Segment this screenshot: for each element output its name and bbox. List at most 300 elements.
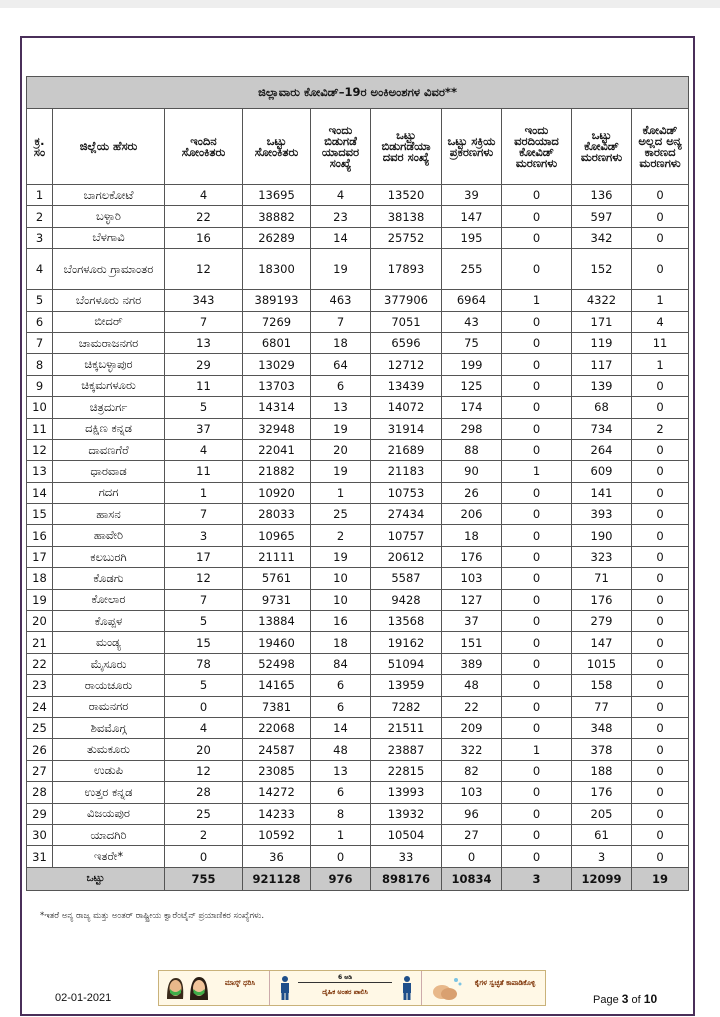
safety-banner bbox=[158, 970, 546, 1006]
cell-today-discharged: 6 bbox=[311, 782, 371, 803]
cell-today-infected: 16 bbox=[165, 227, 243, 248]
cell-today-deaths: 1 bbox=[502, 290, 572, 311]
cell-today-discharged: 10 bbox=[311, 589, 371, 610]
cell-total-discharged: 7282 bbox=[371, 696, 442, 717]
cell-total-discharged: 12712 bbox=[371, 354, 442, 375]
cell-total-deaths: 348 bbox=[572, 717, 632, 738]
table-row bbox=[27, 206, 689, 227]
cell-today-deaths: 0 bbox=[502, 418, 572, 439]
cell-total-discharged: 23887 bbox=[371, 739, 442, 760]
cell-today-deaths: 0 bbox=[502, 717, 572, 738]
cell-total-infected: 21111 bbox=[243, 546, 311, 567]
cell-total-discharged: 10753 bbox=[371, 482, 442, 503]
cell-total-deaths: 323 bbox=[572, 546, 632, 567]
cell-non-covid-deaths: 0 bbox=[632, 185, 689, 206]
cell-today-deaths: 0 bbox=[502, 249, 572, 290]
cell-today-infected: 1 bbox=[165, 482, 243, 503]
cell-serial: 9 bbox=[27, 375, 53, 396]
cell-total-discharged: 10757 bbox=[371, 525, 442, 546]
cell-active-cases: 82 bbox=[442, 760, 502, 781]
cell-today-infected: 2 bbox=[165, 824, 243, 845]
cell-serial: 4 bbox=[27, 249, 53, 290]
table-row bbox=[27, 185, 689, 206]
cell-non-covid-deaths: 0 bbox=[632, 439, 689, 460]
cell-total-infected: 9731 bbox=[243, 589, 311, 610]
cell-active-cases: 127 bbox=[442, 589, 502, 610]
cell-today-infected: 29 bbox=[165, 354, 243, 375]
cell-today-infected: 4 bbox=[165, 717, 243, 738]
handwash-text: ಕೈಗಳ ಸ್ವಚ್ಛತೆ ಕಾಪಾಡಿಕೊಳ್ಳಿ bbox=[474, 979, 536, 987]
cell-today-deaths: 0 bbox=[502, 653, 572, 674]
cell-serial: 25 bbox=[27, 717, 53, 738]
cell-total-discharged: 5587 bbox=[371, 568, 442, 589]
col-header-total-deaths: ಒಟ್ಟು ಕೋವಿಡ್ ಮರಣಗಳು bbox=[572, 109, 632, 185]
cell-total-infected: 26289 bbox=[243, 227, 311, 248]
cell-total-discharged: 21689 bbox=[371, 439, 442, 460]
cell-non-covid-deaths: 0 bbox=[632, 632, 689, 653]
cell-total-discharged: 51094 bbox=[371, 653, 442, 674]
cell-total-infected: 24587 bbox=[243, 739, 311, 760]
cell-today-discharged: 6 bbox=[311, 696, 371, 717]
table-row bbox=[27, 249, 689, 290]
cell-total-infected: 10920 bbox=[243, 482, 311, 503]
cell-total-infected: 10592 bbox=[243, 824, 311, 845]
cell-today-deaths: 0 bbox=[502, 206, 572, 227]
cell-total-deaths: 117 bbox=[572, 354, 632, 375]
total-deaths: 12099 bbox=[572, 867, 632, 890]
cell-district: ಬಳ್ಳಾರಿ bbox=[53, 206, 165, 227]
distance-arrow bbox=[298, 982, 392, 983]
cell-total-infected: 32948 bbox=[243, 418, 311, 439]
cell-today-discharged: 20 bbox=[311, 439, 371, 460]
cell-total-deaths: 152 bbox=[572, 249, 632, 290]
cell-today-discharged: 1 bbox=[311, 824, 371, 845]
table-row bbox=[27, 653, 689, 674]
cell-today-discharged: 13 bbox=[311, 397, 371, 418]
cell-active-cases: 209 bbox=[442, 717, 502, 738]
cell-total-infected: 28033 bbox=[243, 504, 311, 525]
cell-non-covid-deaths: 0 bbox=[632, 589, 689, 610]
cell-non-covid-deaths: 0 bbox=[632, 482, 689, 503]
cell-today-deaths: 1 bbox=[502, 461, 572, 482]
cell-total-infected: 14314 bbox=[243, 397, 311, 418]
cell-district: ಕೋಲಾರ bbox=[53, 589, 165, 610]
cell-serial: 16 bbox=[27, 525, 53, 546]
cell-total-discharged: 13568 bbox=[371, 611, 442, 632]
cell-total-deaths: 264 bbox=[572, 439, 632, 460]
table-row bbox=[27, 227, 689, 248]
cell-today-deaths: 0 bbox=[502, 760, 572, 781]
cell-serial: 17 bbox=[27, 546, 53, 567]
cell-total-discharged: 21511 bbox=[371, 717, 442, 738]
cell-total-deaths: 147 bbox=[572, 632, 632, 653]
table-row bbox=[27, 739, 689, 760]
cell-active-cases: 206 bbox=[442, 504, 502, 525]
cell-today-infected: 4 bbox=[165, 185, 243, 206]
cell-total-discharged: 7051 bbox=[371, 311, 442, 332]
cell-total-discharged: 27434 bbox=[371, 504, 442, 525]
cell-active-cases: 22 bbox=[442, 696, 502, 717]
cell-today-infected: 7 bbox=[165, 311, 243, 332]
cell-serial: 11 bbox=[27, 418, 53, 439]
cell-active-cases: 322 bbox=[442, 739, 502, 760]
col-header-today-infected: ಇಂದಿನ ಸೋಂಕಿತರು bbox=[165, 109, 243, 185]
col-header-total-infected: ಒಟ್ಟು ಸೋಂಕಿತರು bbox=[243, 109, 311, 185]
table-row bbox=[27, 461, 689, 482]
cell-total-deaths: 188 bbox=[572, 760, 632, 781]
cell-today-infected: 11 bbox=[165, 375, 243, 396]
cell-serial: 27 bbox=[27, 760, 53, 781]
table-row bbox=[27, 632, 689, 653]
distance-segment bbox=[269, 971, 422, 1005]
cell-total-discharged: 19162 bbox=[371, 632, 442, 653]
cell-total-infected: 18300 bbox=[243, 249, 311, 290]
cell-today-infected: 28 bbox=[165, 782, 243, 803]
table-title-row bbox=[27, 77, 689, 109]
cell-total-deaths: 3 bbox=[572, 846, 632, 867]
table-row bbox=[27, 846, 689, 867]
cell-total-deaths: 4322 bbox=[572, 290, 632, 311]
cell-active-cases: 174 bbox=[442, 397, 502, 418]
cell-today-discharged: 48 bbox=[311, 739, 371, 760]
table-body bbox=[27, 185, 689, 868]
masked-face-icon bbox=[165, 975, 185, 1001]
cell-active-cases: 90 bbox=[442, 461, 502, 482]
person-icon-left bbox=[278, 975, 292, 1001]
total-today-discharged: 976 bbox=[311, 867, 371, 890]
cell-total-deaths: 77 bbox=[572, 696, 632, 717]
cell-today-discharged: 0 bbox=[311, 846, 371, 867]
table-title: ಜಿಲ್ಲಾವಾರು ಕೋವಿಡ್–19ರ ಅಂಕಿಅಂಶಗಳ ವಿವರ** bbox=[27, 77, 689, 109]
table-row bbox=[27, 696, 689, 717]
cell-today-infected: 20 bbox=[165, 739, 243, 760]
table-row bbox=[27, 418, 689, 439]
cell-total-deaths: 190 bbox=[572, 525, 632, 546]
cell-active-cases: 298 bbox=[442, 418, 502, 439]
cell-today-infected: 22 bbox=[165, 206, 243, 227]
cell-total-deaths: 378 bbox=[572, 739, 632, 760]
cell-today-deaths: 0 bbox=[502, 824, 572, 845]
cell-district: ಕೊಪ್ಪಳ bbox=[53, 611, 165, 632]
cell-serial: 7 bbox=[27, 332, 53, 353]
cell-active-cases: 0 bbox=[442, 846, 502, 867]
person-icon-right bbox=[400, 975, 414, 1001]
cell-total-deaths: 1015 bbox=[572, 653, 632, 674]
cell-district: ದಾವಣಗೆರೆ bbox=[53, 439, 165, 460]
cell-total-infected: 13703 bbox=[243, 375, 311, 396]
handwash-icon bbox=[430, 974, 466, 1002]
cell-total-infected: 14165 bbox=[243, 675, 311, 696]
cell-district: ಬಾಗಲಕೋಟೆ bbox=[53, 185, 165, 206]
table-row bbox=[27, 568, 689, 589]
cell-total-discharged: 21183 bbox=[371, 461, 442, 482]
cell-today-discharged: 14 bbox=[311, 227, 371, 248]
cell-district: ಉತ್ತರ ಕನ್ನಡ bbox=[53, 782, 165, 803]
cell-total-deaths: 71 bbox=[572, 568, 632, 589]
cell-total-deaths: 139 bbox=[572, 375, 632, 396]
cell-today-infected: 13 bbox=[165, 332, 243, 353]
cell-non-covid-deaths: 0 bbox=[632, 653, 689, 674]
cell-non-covid-deaths: 0 bbox=[632, 846, 689, 867]
cell-today-deaths: 0 bbox=[502, 846, 572, 867]
cell-active-cases: 176 bbox=[442, 546, 502, 567]
cell-total-infected: 21882 bbox=[243, 461, 311, 482]
column-header-row bbox=[27, 109, 689, 185]
col-header-district: ಜಿಲ್ಲೆಯ ಹೆಸರು bbox=[53, 109, 165, 185]
cell-total-infected: 23085 bbox=[243, 760, 311, 781]
cell-serial: 13 bbox=[27, 461, 53, 482]
cell-total-discharged: 13932 bbox=[371, 803, 442, 824]
cell-today-infected: 0 bbox=[165, 846, 243, 867]
cell-non-covid-deaths: 0 bbox=[632, 824, 689, 845]
cell-serial: 31 bbox=[27, 846, 53, 867]
cell-serial: 5 bbox=[27, 290, 53, 311]
cell-total-discharged: 22815 bbox=[371, 760, 442, 781]
cell-active-cases: 199 bbox=[442, 354, 502, 375]
cell-district: ಬೆಂಗಳೂರು ನಗರ bbox=[53, 290, 165, 311]
table-row bbox=[27, 611, 689, 632]
cell-total-deaths: 205 bbox=[572, 803, 632, 824]
cell-non-covid-deaths: 11 bbox=[632, 332, 689, 353]
cell-non-covid-deaths: 0 bbox=[632, 782, 689, 803]
handwash-segment bbox=[421, 971, 546, 1005]
table-row bbox=[27, 504, 689, 525]
cell-today-deaths: 0 bbox=[502, 611, 572, 632]
cell-active-cases: 6964 bbox=[442, 290, 502, 311]
cell-district: ಬೆಳಗಾವಿ bbox=[53, 227, 165, 248]
cell-serial: 8 bbox=[27, 354, 53, 375]
cell-non-covid-deaths: 0 bbox=[632, 760, 689, 781]
cell-today-discharged: 1 bbox=[311, 482, 371, 503]
cell-total-discharged: 13520 bbox=[371, 185, 442, 206]
cell-non-covid-deaths: 0 bbox=[632, 803, 689, 824]
cell-today-infected: 17 bbox=[165, 546, 243, 567]
cell-district: ಶಿವಮೊಗ್ಗ bbox=[53, 717, 165, 738]
cell-total-infected: 7381 bbox=[243, 696, 311, 717]
cell-non-covid-deaths: 1 bbox=[632, 354, 689, 375]
cell-total-discharged: 20612 bbox=[371, 546, 442, 567]
cell-non-covid-deaths: 0 bbox=[632, 461, 689, 482]
cell-active-cases: 255 bbox=[442, 249, 502, 290]
total-non-covid-deaths: 19 bbox=[632, 867, 689, 890]
cell-today-infected: 343 bbox=[165, 290, 243, 311]
cell-today-discharged: 19 bbox=[311, 461, 371, 482]
cell-active-cases: 147 bbox=[442, 206, 502, 227]
table-row bbox=[27, 332, 689, 353]
cell-total-deaths: 61 bbox=[572, 824, 632, 845]
cell-today-deaths: 0 bbox=[502, 354, 572, 375]
table-row bbox=[27, 311, 689, 332]
cell-today-deaths: 0 bbox=[502, 504, 572, 525]
cell-district: ಬೆಂಗಳೂರು ಗ್ರಾಮಾಂತರ bbox=[53, 249, 165, 290]
cell-today-discharged: 25 bbox=[311, 504, 371, 525]
cell-today-infected: 4 bbox=[165, 439, 243, 460]
cell-today-deaths: 0 bbox=[502, 675, 572, 696]
cell-today-discharged: 8 bbox=[311, 803, 371, 824]
cell-total-infected: 19460 bbox=[243, 632, 311, 653]
cell-serial: 26 bbox=[27, 739, 53, 760]
cell-today-deaths: 0 bbox=[502, 632, 572, 653]
cell-district: ಕಲಬುರಗಿ bbox=[53, 546, 165, 567]
cell-active-cases: 43 bbox=[442, 311, 502, 332]
cell-total-discharged: 31914 bbox=[371, 418, 442, 439]
table-row bbox=[27, 589, 689, 610]
cell-today-infected: 78 bbox=[165, 653, 243, 674]
cell-serial: 3 bbox=[27, 227, 53, 248]
cell-total-discharged: 13439 bbox=[371, 375, 442, 396]
distance-text: ದೈಹಿಕ ಅಂತರ ಪಾಲಿಸಿ bbox=[322, 988, 368, 996]
col-header-today-deaths: ಇಂದು ವರದಿಯಾದ ಕೋವಿಡ್ ಮರಣಗಳು bbox=[502, 109, 572, 185]
cell-total-infected: 5761 bbox=[243, 568, 311, 589]
table-row bbox=[27, 824, 689, 845]
cell-today-discharged: 13 bbox=[311, 760, 371, 781]
cell-district: ಮಂಡ್ಯ bbox=[53, 632, 165, 653]
cell-today-discharged: 23 bbox=[311, 206, 371, 227]
table-row bbox=[27, 525, 689, 546]
cell-today-deaths: 0 bbox=[502, 439, 572, 460]
cell-serial: 22 bbox=[27, 653, 53, 674]
total-row bbox=[27, 867, 689, 890]
cell-non-covid-deaths: 0 bbox=[632, 249, 689, 290]
cell-total-infected: 22041 bbox=[243, 439, 311, 460]
cell-active-cases: 39 bbox=[442, 185, 502, 206]
cell-total-infected: 36 bbox=[243, 846, 311, 867]
cell-district: ಚಿತ್ರದುರ್ಗ bbox=[53, 397, 165, 418]
cell-non-covid-deaths: 0 bbox=[632, 227, 689, 248]
cell-serial: 14 bbox=[27, 482, 53, 503]
table-row bbox=[27, 375, 689, 396]
cell-total-deaths: 279 bbox=[572, 611, 632, 632]
cell-active-cases: 103 bbox=[442, 568, 502, 589]
cell-today-deaths: 0 bbox=[502, 589, 572, 610]
col-header-total-discharged: ಒಟ್ಟು ಬಿಡುಗಡೆಯಾ ದವರ ಸಂಖ್ಯೆ bbox=[371, 109, 442, 185]
cell-district: ಚಾಮರಾಜನಗರ bbox=[53, 332, 165, 353]
cell-total-discharged: 13993 bbox=[371, 782, 442, 803]
cell-active-cases: 48 bbox=[442, 675, 502, 696]
cell-total-deaths: 119 bbox=[572, 332, 632, 353]
table-row bbox=[27, 782, 689, 803]
cell-serial: 24 bbox=[27, 696, 53, 717]
cell-non-covid-deaths: 2 bbox=[632, 418, 689, 439]
cell-today-deaths: 0 bbox=[502, 525, 572, 546]
cell-active-cases: 27 bbox=[442, 824, 502, 845]
cell-total-discharged: 38138 bbox=[371, 206, 442, 227]
cell-district: ಬೀದರ್ bbox=[53, 311, 165, 332]
cell-district: ರಾಯಚೂರು bbox=[53, 675, 165, 696]
cell-total-deaths: 342 bbox=[572, 227, 632, 248]
cell-active-cases: 151 bbox=[442, 632, 502, 653]
cell-today-deaths: 0 bbox=[502, 482, 572, 503]
cell-total-deaths: 158 bbox=[572, 675, 632, 696]
cell-total-infected: 13029 bbox=[243, 354, 311, 375]
cell-district: ಯಾದಗಿರಿ bbox=[53, 824, 165, 845]
cell-total-infected: 13884 bbox=[243, 611, 311, 632]
cell-non-covid-deaths: 0 bbox=[632, 675, 689, 696]
cell-today-infected: 7 bbox=[165, 504, 243, 525]
cell-today-infected: 3 bbox=[165, 525, 243, 546]
cell-total-deaths: 171 bbox=[572, 311, 632, 332]
cell-today-infected: 12 bbox=[165, 249, 243, 290]
cell-active-cases: 88 bbox=[442, 439, 502, 460]
cell-total-discharged: 6596 bbox=[371, 332, 442, 353]
cell-today-discharged: 19 bbox=[311, 546, 371, 567]
cell-total-discharged: 33 bbox=[371, 846, 442, 867]
cell-district: ಮೈಸೂರು bbox=[53, 653, 165, 674]
cell-district: ಇತರೇ* bbox=[53, 846, 165, 867]
total-active: 10834 bbox=[442, 867, 502, 890]
cell-district: ಗದಗ bbox=[53, 482, 165, 503]
cell-today-infected: 25 bbox=[165, 803, 243, 824]
cell-non-covid-deaths: 0 bbox=[632, 504, 689, 525]
cell-total-discharged: 13959 bbox=[371, 675, 442, 696]
cell-district: ರಾಮನಗರ bbox=[53, 696, 165, 717]
cell-total-discharged: 377906 bbox=[371, 290, 442, 311]
cell-non-covid-deaths: 0 bbox=[632, 546, 689, 567]
table-row bbox=[27, 760, 689, 781]
col-header-non-covid-deaths: ಕೋವಿಡ್ ಅಲ್ಲದ ಅನ್ಯ ಕಾರಣದ ಮರಣಗಳು bbox=[632, 109, 689, 185]
cell-total-infected: 22068 bbox=[243, 717, 311, 738]
mask-text: ಮಾಸ್ಕ್ ಧರಿಸಿ bbox=[224, 979, 256, 987]
cell-today-deaths: 0 bbox=[502, 185, 572, 206]
cell-today-discharged: 463 bbox=[311, 290, 371, 311]
table-row bbox=[27, 397, 689, 418]
cell-total-discharged: 9428 bbox=[371, 589, 442, 610]
cell-district: ಚಿಕ್ಕಮಗಳೂರು bbox=[53, 375, 165, 396]
cell-total-deaths: 597 bbox=[572, 206, 632, 227]
page-number: Page 3 of 10 bbox=[593, 992, 658, 1006]
cell-today-deaths: 0 bbox=[502, 311, 572, 332]
cell-today-deaths: 0 bbox=[502, 782, 572, 803]
total-infected: 921128 bbox=[243, 867, 311, 890]
report-date: 02-01-2021 bbox=[55, 992, 112, 1004]
cell-today-discharged: 4 bbox=[311, 185, 371, 206]
cell-today-discharged: 6 bbox=[311, 675, 371, 696]
cell-total-discharged: 14072 bbox=[371, 397, 442, 418]
table-row bbox=[27, 803, 689, 824]
cell-total-discharged: 25752 bbox=[371, 227, 442, 248]
cell-active-cases: 96 bbox=[442, 803, 502, 824]
table-row bbox=[27, 675, 689, 696]
table-row bbox=[27, 354, 689, 375]
table-row bbox=[27, 482, 689, 503]
cell-total-deaths: 734 bbox=[572, 418, 632, 439]
cell-non-covid-deaths: 0 bbox=[632, 717, 689, 738]
cell-today-deaths: 0 bbox=[502, 696, 572, 717]
total-discharged: 898176 bbox=[371, 867, 442, 890]
cell-serial: 19 bbox=[27, 589, 53, 610]
cell-total-infected: 14272 bbox=[243, 782, 311, 803]
col-header-serial: ಕ್ರ. ಸಂ bbox=[27, 109, 53, 185]
cell-today-deaths: 0 bbox=[502, 546, 572, 567]
cell-today-infected: 15 bbox=[165, 632, 243, 653]
cell-non-covid-deaths: 0 bbox=[632, 611, 689, 632]
cell-total-infected: 14233 bbox=[243, 803, 311, 824]
cell-total-deaths: 393 bbox=[572, 504, 632, 525]
cell-today-discharged: 2 bbox=[311, 525, 371, 546]
masked-face-icon-2 bbox=[189, 975, 209, 1001]
cell-today-infected: 37 bbox=[165, 418, 243, 439]
cell-total-discharged: 10504 bbox=[371, 824, 442, 845]
cell-district: ದಕ್ಷಿಣ ಕನ್ನಡ bbox=[53, 418, 165, 439]
cell-total-discharged: 17893 bbox=[371, 249, 442, 290]
cell-today-deaths: 0 bbox=[502, 375, 572, 396]
total-today-deaths: 3 bbox=[502, 867, 572, 890]
cell-today-deaths: 1 bbox=[502, 739, 572, 760]
cell-district: ಕೊಡಗು bbox=[53, 568, 165, 589]
cell-non-covid-deaths: 0 bbox=[632, 696, 689, 717]
cell-today-discharged: 16 bbox=[311, 611, 371, 632]
mask-segment bbox=[159, 971, 269, 1005]
